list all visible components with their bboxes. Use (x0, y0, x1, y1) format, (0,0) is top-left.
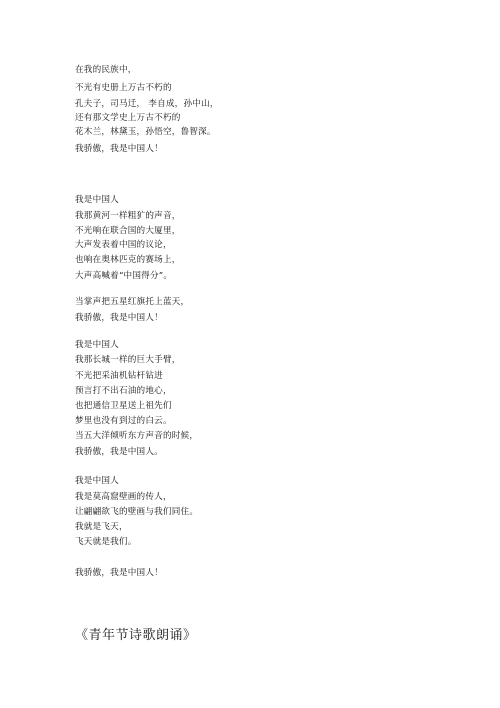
poem-line: 不光有史册上万古不朽的 (75, 83, 172, 93)
poem-title: 《青年节诗歌朗诵》 (75, 628, 197, 643)
poem-line: 让翩翩欲飞的壁画与我们同住。 (75, 507, 199, 517)
poem-line: 我骄傲，我是中国人！ (75, 144, 163, 154)
poem-line: 我是中国人 (75, 195, 119, 205)
poem-line: 也把通信卫星送上祖先们 (75, 401, 172, 411)
poem-line: 不光把采油机钻杆钻进 (75, 371, 163, 381)
poem-line: 也响在奥林匹克的赛场上， (75, 255, 181, 265)
poem-line: 花木兰，林黛玉，孙悟空，鲁智深。 (75, 127, 216, 137)
poem-line: 当掌声把五星红旗托上蓝天， (75, 297, 190, 307)
poem-line: 我骄傲，我是中国人。 (75, 447, 163, 457)
poem-line: 我是莫高窟壁画的传人， (75, 492, 172, 502)
poem-line: 当五大洋倾听东方声音的时候， (75, 431, 199, 441)
poem-line: 在我的民族中， (75, 65, 137, 75)
poem-line: 孔夫子，司马迁， 李自成，孙中山， (75, 99, 219, 109)
poem-line: 梦里也没有到过的白云。 (75, 416, 172, 426)
poem-line: 我那黄河一样粗犷的声音， (75, 211, 181, 221)
poem-line: 预言打不出石油的地心， (75, 386, 172, 396)
poem-line: 我是中国人 (75, 476, 119, 486)
poem-line: 大声高喊着“中国得分”。 (75, 271, 173, 281)
poem-line: 我就是飞天， (75, 522, 128, 532)
poem-line: 我那长城一样的巨大手臂， (75, 355, 181, 365)
poem-line: 还有那文学史上万古不朽的 (75, 113, 181, 123)
poem-line: 我骄傲，我是中国人！ (75, 313, 163, 323)
poem-line: 飞天就是我们。 (75, 537, 137, 547)
poem-line: 不光响在联合国的大厦里， (75, 226, 181, 236)
poem-line: 我是中国人 (75, 340, 119, 350)
poem-line: 大声发表着中国的议论， (75, 240, 172, 250)
poem-closing-line: 我骄傲，我是中国人！ (75, 568, 163, 578)
